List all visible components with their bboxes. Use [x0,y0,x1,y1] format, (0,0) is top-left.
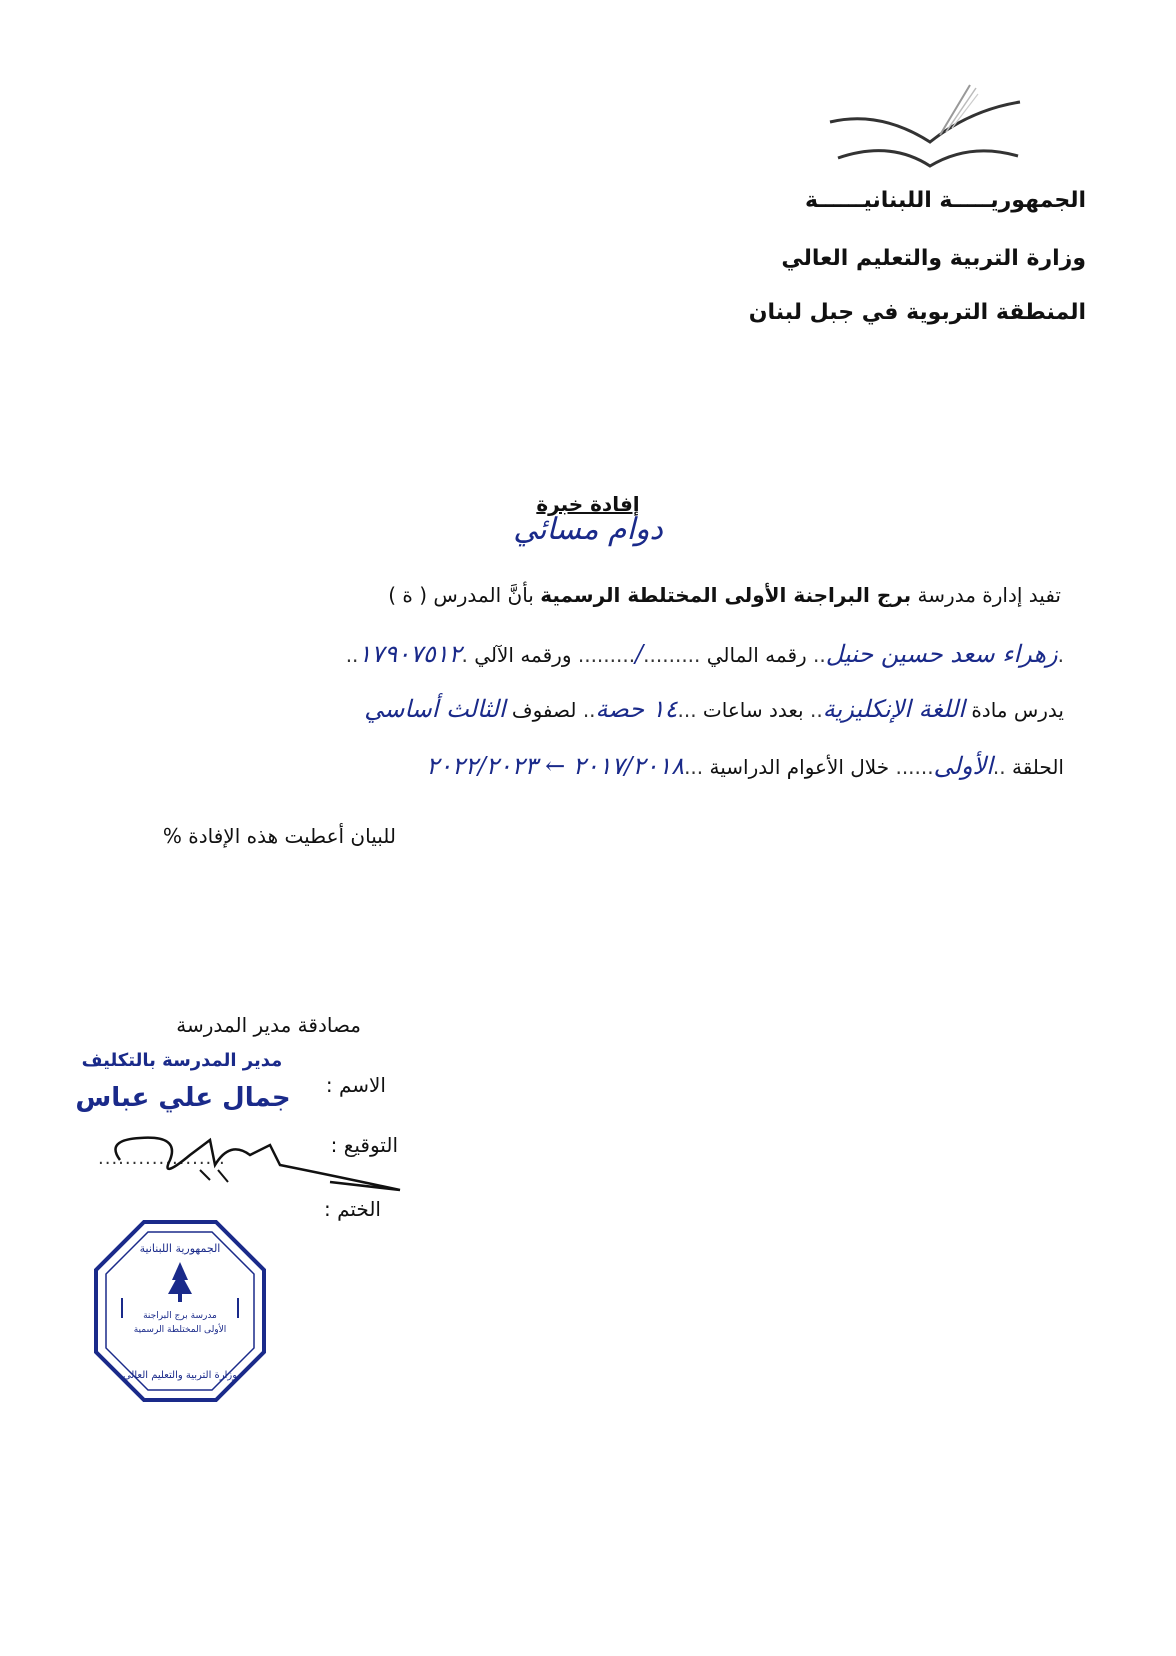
school-name: برج البراجنة الأولى المختلطة الرسمية [540,583,912,607]
intro-line: تفيد إدارة مدرسة برج البراجنة الأولى المختلطة الرسمية بأنَّ المدرس ( ة ) [388,583,1061,607]
closing-line: للبيان أعطيت هذه الإفادة % [162,824,396,848]
school-seal [92,1218,268,1404]
financial-number: / [635,640,644,668]
hours: ١٤ حصة [595,695,678,723]
signature-image [100,1120,410,1200]
years: ٢٠١٧/٢٠١٨ ← ٢٠٢٢/٢٠٢٣ [426,752,685,780]
header-republic: الجمهوريـــــة اللبنانيــــــة [805,188,1086,213]
document-title: إفادة خبرة [536,492,640,516]
computer-number: ١٧٩٠٧٥١٢ [358,640,462,668]
seal-label: الختم : [323,1197,381,1221]
ministry-logo [820,80,1030,190]
subject-line: يدرس مادة اللغة الإنكليزية.. بعدد ساعات ...١٤ حصة.. لصفوف الثالث أساسي [364,695,1064,723]
teacher-line: .زهراء سعد حسين حنيل.. رقمه المالي ........./......... ورقمه الآلي .١٧٩٠٧٥١٢.. [345,640,1064,668]
name-label: الاسم : [325,1073,386,1097]
cycle-line: الحلقة ..الأولى...... خلال الأعوام الدراسية ...٢٠١٧/٢٠١٨ ← ٢٠٢٢/٢٠٢٣ [426,752,1064,780]
signature-label: التوقيع : [330,1133,398,1157]
subject: اللغة الإنكليزية [822,695,965,723]
cycle: الأولى [933,752,993,780]
header-region: المنطقة التربوية في جبل لبنان [748,300,1086,325]
signature-dots: ................... [98,1148,226,1169]
seal-bottom-text: وزارة التربية والتعليم العالي [122,1370,238,1381]
grade: الثالث أساسي [364,695,506,723]
stamp-name: جمال علي عباس [75,1083,291,1113]
stamp-role: مدير المدرسة بالتكليف [81,1050,283,1071]
seal-center-2: الأولى المختلطة الرسمية [133,1325,227,1335]
seal-top-text: الجمهورية اللبنانية [139,1242,221,1255]
seal-center-1: مدرسة برج البراجنة [143,1311,217,1321]
approval-heading: مصادقة مدير المدرسة [176,1013,361,1037]
header-ministry: وزارة التربية والتعليم العالي [781,246,1086,271]
teacher-name: زهراء سعد حسين حنيل [825,640,1058,668]
subtitle-handwritten: دوام مسائي [513,512,663,547]
